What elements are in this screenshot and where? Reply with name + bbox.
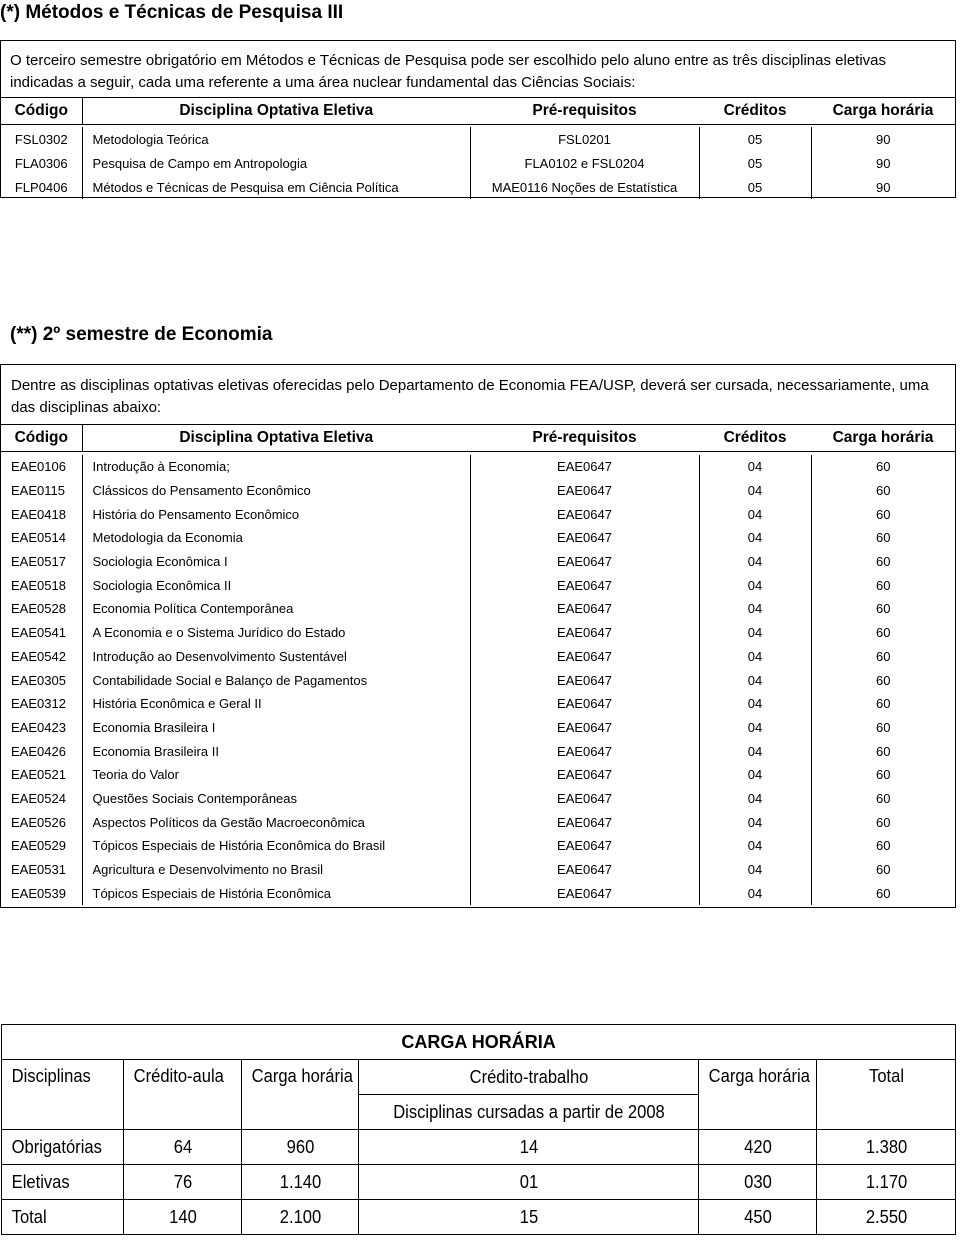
cell-prerequisitos: EAE0647 bbox=[470, 621, 699, 645]
cell-creditos: 04 bbox=[699, 716, 811, 740]
cell-creditos: 04 bbox=[699, 787, 811, 811]
cell-creditos: 04 bbox=[699, 645, 811, 669]
cell-prerequisitos: EAE0647 bbox=[470, 692, 699, 716]
cell-disciplina: A Economia e o Sistema Jurídico do Estado bbox=[82, 621, 470, 645]
cell-creditos: 04 bbox=[699, 692, 811, 716]
cell-prerequisitos: EAE0647 bbox=[470, 763, 699, 787]
table-row bbox=[1, 834, 955, 858]
cell-codigo: EAE0423 bbox=[1, 716, 82, 740]
cell-prerequisitos: EAE0647 bbox=[470, 526, 699, 550]
cell-codigo: EAE0521 bbox=[1, 763, 82, 787]
section1-header-row bbox=[1, 98, 955, 125]
carga-cell-total: 2.550 bbox=[822, 1200, 950, 1235]
carga-horaria-table bbox=[1, 1024, 956, 1235]
cell-disciplina: Teoria do Valor bbox=[82, 763, 470, 787]
cell-prerequisitos: EAE0647 bbox=[470, 810, 699, 834]
cell-carga: 60 bbox=[876, 625, 891, 641]
cell-creditos: 04 bbox=[699, 455, 811, 479]
table-row bbox=[1, 645, 955, 669]
cell-codigo: EAE0106 bbox=[1, 455, 82, 479]
carga-cell-carga-horaria-2: 030 bbox=[703, 1165, 812, 1200]
table-row bbox=[1, 739, 955, 763]
cell-carga: 90 bbox=[876, 155, 891, 171]
cell-prerequisitos: EAE0647 bbox=[470, 739, 699, 763]
cell-codigo: EAE0528 bbox=[1, 597, 82, 621]
cell-creditos: 04 bbox=[699, 526, 811, 550]
carga-cell-credito-aula: 76 bbox=[128, 1165, 237, 1200]
cell-codigo: EAE0426 bbox=[1, 739, 82, 763]
cell-creditos: 04 bbox=[699, 881, 811, 905]
cell-carga: 90 bbox=[876, 179, 891, 195]
carga-header-credito-aula: Crédito-aula bbox=[124, 1060, 233, 1130]
carga-cell-credito-trabalho: 15 bbox=[372, 1200, 685, 1235]
table-row bbox=[1, 881, 955, 905]
cell-creditos: 04 bbox=[699, 597, 811, 621]
cell-disciplina: Métodos e Técnicas de Pesquisa em Ciência Política bbox=[82, 175, 470, 199]
header-disciplina: Disciplina Optativa Eletiva bbox=[82, 425, 470, 452]
table-row bbox=[1, 175, 955, 199]
cell-codigo: EAE0531 bbox=[1, 858, 82, 882]
carga-cell-carga-horaria-2: 450 bbox=[703, 1200, 812, 1235]
cell-disciplina: História do Pensamento Econômico bbox=[82, 502, 470, 526]
table-row bbox=[1, 479, 955, 503]
cell-disciplina: Sociologia Econômica I bbox=[82, 550, 470, 574]
cell-creditos: 04 bbox=[699, 763, 811, 787]
cell-disciplina: Metodologia da Economia bbox=[82, 526, 470, 550]
carga-subheader: Disciplinas cursadas a partir de 2008 bbox=[372, 1095, 685, 1130]
cell-prerequisitos: EAE0647 bbox=[470, 668, 699, 692]
table-row bbox=[1, 763, 955, 787]
cell-carga: 60 bbox=[876, 743, 891, 759]
cell-creditos: 04 bbox=[699, 479, 811, 503]
cell-prerequisitos: EAE0647 bbox=[470, 502, 699, 526]
carga-cell-credito-aula: 140 bbox=[128, 1200, 237, 1235]
cell-carga: 60 bbox=[876, 530, 891, 546]
cell-prerequisitos: EAE0647 bbox=[470, 573, 699, 597]
cell-disciplina: Contabilidade Social e Balanço de Pagamentos bbox=[82, 668, 470, 692]
cell-prerequisitos: EAE0647 bbox=[470, 858, 699, 882]
cell-codigo: EAE0115 bbox=[1, 479, 82, 503]
cell-disciplina: Questões Sociais Contemporâneas bbox=[82, 787, 470, 811]
table-row bbox=[1, 858, 955, 882]
table-row bbox=[1, 151, 955, 175]
carga-cell-disciplinas: Eletivas bbox=[2, 1165, 114, 1200]
header-carga: Carga horária bbox=[811, 98, 955, 125]
table-row bbox=[1, 597, 955, 621]
cell-codigo: EAE0529 bbox=[1, 834, 82, 858]
cell-codigo: EAE0541 bbox=[1, 621, 82, 645]
carga-row bbox=[2, 1200, 956, 1235]
cell-carga: 60 bbox=[876, 459, 891, 475]
cell-prerequisitos: EAE0647 bbox=[470, 597, 699, 621]
cell-codigo: EAE0539 bbox=[1, 881, 82, 905]
cell-codigo: EAE0526 bbox=[1, 810, 82, 834]
header-prerequisitos: Pré-requisitos bbox=[470, 98, 699, 125]
cell-carga: 60 bbox=[876, 483, 891, 499]
cell-prerequisitos: EAE0647 bbox=[470, 479, 699, 503]
header-carga: Carga horária bbox=[811, 425, 955, 452]
cell-carga: 60 bbox=[876, 838, 891, 854]
cell-creditos: 04 bbox=[699, 668, 811, 692]
carga-header-total: Total bbox=[822, 1060, 950, 1130]
section2-intro: Dentre as disciplinas optativas eletivas oferecidas pelo Departamento de Economia FEA/USP, deverá ser cursada, necessariamente, uma das disciplinas abaixo: bbox=[11, 377, 929, 416]
table-row bbox=[1, 573, 955, 597]
table-row bbox=[1, 502, 955, 526]
cell-codigo: FLP0406 bbox=[1, 175, 82, 199]
cell-disciplina: História Econômica e Geral II bbox=[82, 692, 470, 716]
cell-prerequisitos: EAE0647 bbox=[470, 645, 699, 669]
cell-prerequisitos: EAE0647 bbox=[470, 550, 699, 574]
cell-disciplina: Sociologia Econômica II bbox=[82, 573, 470, 597]
cell-disciplina: Introdução à Economia; bbox=[82, 455, 470, 479]
carga-cell-total: 1.380 bbox=[822, 1130, 950, 1165]
carga-cell-credito-trabalho: 14 bbox=[372, 1130, 685, 1165]
cell-disciplina: Economia Brasileira I bbox=[82, 716, 470, 740]
cell-disciplina: Economia Brasileira II bbox=[82, 739, 470, 763]
header-codigo: Código bbox=[1, 425, 82, 452]
cell-disciplina: Tópicos Especiais de História Econômica do Brasil bbox=[82, 834, 470, 858]
cell-creditos: 04 bbox=[699, 573, 811, 597]
table-row bbox=[1, 668, 955, 692]
cell-creditos: 04 bbox=[699, 621, 811, 645]
cell-carga: 60 bbox=[876, 506, 891, 522]
section2-table bbox=[1, 424, 955, 905]
cell-disciplina: Pesquisa de Campo em Antropologia bbox=[82, 151, 470, 175]
section2-title: (**) 2º semestre de Economia bbox=[10, 324, 273, 345]
cell-creditos: 05 bbox=[699, 127, 811, 151]
section1-table bbox=[1, 97, 955, 199]
cell-prerequisitos: EAE0647 bbox=[470, 881, 699, 905]
cell-creditos: 04 bbox=[699, 834, 811, 858]
carga-cell-carga-horaria: 960 bbox=[246, 1130, 354, 1165]
header-prerequisitos: Pré-requisitos bbox=[470, 425, 699, 452]
section1-title: (*) Métodos e Técnicas de Pesquisa III bbox=[0, 2, 344, 23]
cell-disciplina: Aspectos Políticos da Gestão Macroeconômica bbox=[82, 810, 470, 834]
carga-header-credito-trabalho: Crédito-trabalho bbox=[372, 1060, 685, 1095]
cell-carga: 60 bbox=[876, 885, 891, 901]
carga-horaria-title: CARGA HORÁRIA bbox=[2, 1025, 956, 1060]
cell-prerequisitos: FSL0201 bbox=[470, 127, 699, 151]
section2-header-row bbox=[1, 425, 955, 452]
cell-codigo: FSL0302 bbox=[1, 127, 82, 151]
cell-carga: 60 bbox=[876, 648, 891, 664]
table-row bbox=[1, 810, 955, 834]
header-creditos: Créditos bbox=[699, 98, 811, 125]
cell-carga: 60 bbox=[876, 672, 891, 688]
cell-carga: 60 bbox=[876, 814, 891, 830]
cell-codigo: EAE0542 bbox=[1, 645, 82, 669]
cell-disciplina: Introdução ao Desenvolvimento Sustentável bbox=[82, 645, 470, 669]
cell-codigo: EAE0518 bbox=[1, 573, 82, 597]
cell-carga: 60 bbox=[876, 696, 891, 712]
cell-codigo: EAE0524 bbox=[1, 787, 82, 811]
carga-row bbox=[2, 1130, 956, 1165]
carga-cell-credito-trabalho: 01 bbox=[372, 1165, 685, 1200]
carga-cell-disciplinas: Total bbox=[2, 1200, 114, 1235]
cell-carga: 90 bbox=[876, 131, 891, 147]
table-row bbox=[1, 716, 955, 740]
cell-disciplina: Agricultura e Desenvolvimento no Brasil bbox=[82, 858, 470, 882]
cell-creditos: 04 bbox=[699, 810, 811, 834]
carga-header-carga-horaria-2: Carga horária bbox=[699, 1060, 808, 1130]
table-row bbox=[1, 127, 955, 151]
table-row bbox=[1, 621, 955, 645]
header-codigo: Código bbox=[1, 98, 82, 125]
cell-codigo: EAE0517 bbox=[1, 550, 82, 574]
cell-codigo: EAE0418 bbox=[1, 502, 82, 526]
cell-prerequisitos: EAE0647 bbox=[470, 455, 699, 479]
carga-header-disciplinas: Disciplinas bbox=[2, 1060, 114, 1130]
carga-cell-credito-aula: 64 bbox=[128, 1130, 237, 1165]
carga-cell-carga-horaria-2: 420 bbox=[703, 1130, 812, 1165]
cell-prerequisitos: EAE0647 bbox=[470, 787, 699, 811]
cell-carga: 60 bbox=[876, 554, 891, 570]
carga-cell-carga-horaria: 1.140 bbox=[246, 1165, 354, 1200]
cell-carga: 60 bbox=[876, 767, 891, 783]
header-disciplina: Disciplina Optativa Eletiva bbox=[82, 98, 470, 125]
cell-codigo: FLA0306 bbox=[1, 151, 82, 175]
cell-disciplina: Tópicos Especiais de História Econômica bbox=[82, 881, 470, 905]
cell-prerequisitos: EAE0647 bbox=[470, 834, 699, 858]
cell-prerequisitos: FLA0102 e FSL0204 bbox=[470, 151, 699, 175]
cell-disciplina: Metodologia Teórica bbox=[82, 127, 470, 151]
cell-creditos: 05 bbox=[699, 151, 811, 175]
cell-prerequisitos: MAE0116 Noções de Estatística bbox=[470, 175, 699, 199]
carga-header-carga-horaria: Carga horária bbox=[242, 1060, 350, 1130]
cell-disciplina: Economia Política Contemporânea bbox=[82, 597, 470, 621]
table-row bbox=[1, 692, 955, 716]
table-row bbox=[1, 787, 955, 811]
cell-carga: 60 bbox=[876, 790, 891, 806]
carga-cell-total: 1.170 bbox=[822, 1165, 950, 1200]
carga-cell-disciplinas: Obrigatórias bbox=[2, 1130, 114, 1165]
cell-carga: 60 bbox=[876, 601, 891, 617]
section1-intro: O terceiro semestre obrigatório em Métodos e Técnicas de Pesquisa pode ser escolhido pelo aluno entre as três disciplinas eletivas indicadas a seguir, cada uma referente a uma área nuclear fundamental das Ciências Sociais: bbox=[10, 52, 887, 91]
cell-creditos: 04 bbox=[699, 550, 811, 574]
cell-carga: 60 bbox=[876, 719, 891, 735]
cell-creditos: 04 bbox=[699, 502, 811, 526]
cell-carga: 60 bbox=[876, 577, 891, 593]
table-row bbox=[1, 526, 955, 550]
cell-codigo: EAE0514 bbox=[1, 526, 82, 550]
cell-prerequisitos: EAE0647 bbox=[470, 716, 699, 740]
table-row bbox=[1, 550, 955, 574]
cell-codigo: EAE0312 bbox=[1, 692, 82, 716]
cell-disciplina: Clássicos do Pensamento Econômico bbox=[82, 479, 470, 503]
carga-cell-carga-horaria: 2.100 bbox=[246, 1200, 354, 1235]
cell-carga: 60 bbox=[876, 862, 891, 878]
cell-creditos: 04 bbox=[699, 858, 811, 882]
header-creditos: Créditos bbox=[699, 425, 811, 452]
cell-creditos: 04 bbox=[699, 739, 811, 763]
cell-codigo: EAE0305 bbox=[1, 668, 82, 692]
cell-creditos: 05 bbox=[699, 175, 811, 199]
carga-row bbox=[2, 1165, 956, 1200]
table-row bbox=[1, 455, 955, 479]
